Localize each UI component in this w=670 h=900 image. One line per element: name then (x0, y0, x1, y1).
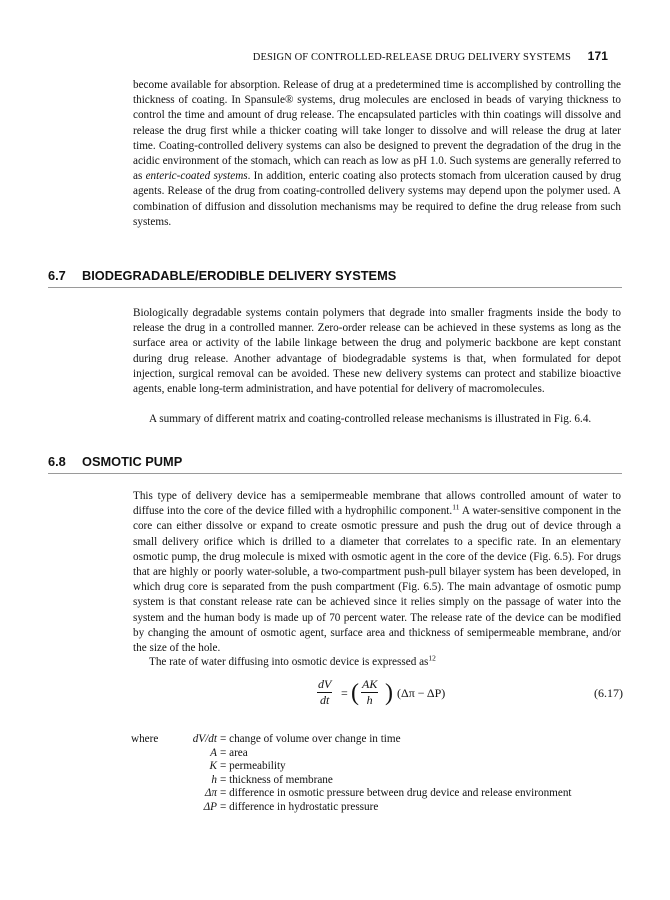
equation-number: (6.17) (594, 686, 623, 700)
equation-ak: AK (362, 677, 378, 691)
equation-right-paren: ) (385, 680, 393, 706)
definition-text: = thickness of membrane (220, 773, 333, 786)
intro-emphasis: enteric-coated systems (145, 170, 248, 183)
definition-symbol: Δπ (204, 787, 217, 800)
page-number: 171 (587, 49, 608, 63)
definition-text: = change of volume over change in time (220, 733, 401, 745)
osmotic-text-b: A water-sensitive component in the core can either dissolve or expand to create osmotic pressure and push the drug out of device through a small delivery orifice which is drilled to a diameter that correlates to a specific rate. In an elementary osmotic pump, the drug molecule is mixed with osmotic agent in the core of the device (Fig. 6.5). For drugs that are highly or poorly water-soluble, a two-compartment push-pull bilayer system has been developed, in which drug core is separated from the push compartment (Fig. 6.5). The main advantage of osmotic pump system is that constant release rate can be achieved since it relies simply on the passage of water into the system and the human body is made up of 70 percent water. The release rate of the device can be modified by changing the amount of osmotic agent, surface area and thickness of semipermeable membrane, and/or the size of the hole. (133, 505, 622, 655)
citation-12: 12 (428, 653, 436, 663)
definition-symbol: K (209, 760, 217, 773)
equation-dv: dV (318, 677, 332, 691)
definition-row (131, 774, 572, 788)
running-title: DESIGN OF CONTROLLED-RELEASE DRUG DELIVERY SYSTEMS (252, 52, 571, 63)
equation-dt: dt (320, 693, 330, 707)
intro-paragraph (133, 78, 621, 230)
definition-symbol: A (210, 746, 217, 759)
equation-left-paren: ( (351, 680, 359, 706)
definition-text: = area (220, 746, 248, 759)
section-6-8-paragraph-2 (133, 655, 621, 670)
section-6-7-paragraph-1: Biologically degradable systems contain polymers that degrade into smaller fragments inside the body to release the drug in a controlled manner. Zero-order release can be achieved in these systems as long as the surface area or activity of the labile linkage between the drug and polymeric backbone are kept constant during drug release. Another advantage of biodegradable systems is that, when formulated for depot injection, surgical removal can be avoided. These new delivery systems can protect and stabilize bioactive agents, enable long-term administration, and have potential for delivery of macromolecules. (133, 307, 621, 396)
intro-text-after: . In addition, enteric coating also protects stomach from ulceration caused by drug agents. Release of the drug from coating-controlled delivery systems may depend upon the polymer used. A combination of diffusion and dissolution mechanisms may be required to define the drug release from such systems. (133, 170, 621, 228)
equation-lhs-fraction (317, 677, 332, 708)
section-6-7-paragraph-2: A summary of different matrix and coating-controlled release mechanisms is illustrated in Fig. 6.4. (149, 413, 592, 425)
definition-symbol: dV/dt (192, 733, 217, 745)
section-6-8-paragraph-1 (133, 489, 621, 656)
equation-6-17 (313, 677, 633, 717)
definition-text: = difference in hydrostatic pressure (220, 800, 379, 813)
definition-row (131, 787, 572, 801)
definition-row (131, 801, 572, 815)
section-heading-6-7 (48, 268, 622, 288)
section-number: 6.7 (48, 268, 66, 283)
variable-definitions (131, 733, 572, 815)
equation-h: h (366, 693, 373, 707)
section-title: BIODEGRADABLE/ERODIBLE DELIVERY SYSTEMS (82, 268, 397, 283)
equation-equals: = (341, 686, 348, 700)
osmotic-text-a: This type of delivery device has a semipermeable membrane that allows controlled amount of water to diffuse into the core of the device filled with a hydrophilic component. (133, 490, 621, 518)
equation-k-fraction (361, 677, 378, 708)
definition-symbol: ΔP (203, 800, 217, 813)
section-heading-6-8 (48, 454, 622, 474)
definition-text: = difference in osmotic pressure between drug device and release environment (220, 787, 572, 800)
intro-text-before: become available for absorption. Release of drug at a predetermined time is accomplished by controlling the thickness of coating. In Spansule® systems, drug molecules are enclosed in beads of varying thickness to control the time and amount of drug release. The encapsulated particles with thin coatings will dissolve and release the drug first while a thicker coating will take longer to dissolve and will release the drug at later time. Coating-controlled delivery systems can also be designed to prevent the degradation of the drug in the acidic environment of the stomach, which can reach as low as pH 1.0. Such systems are generally referred to as (133, 79, 621, 183)
definition-row (131, 733, 572, 747)
definition-row (131, 747, 572, 761)
definition-symbol: h (211, 773, 217, 786)
equation-rest: (Δπ − ΔP) (397, 686, 446, 700)
citation-11: 11 (452, 502, 460, 512)
section-title: OSMOTIC PUMP (82, 454, 183, 469)
definition-row (131, 760, 572, 774)
rate-intro-text: The rate of water diffusing into osmotic device is expressed as (149, 656, 429, 668)
definition-text: = permeability (220, 760, 286, 773)
section-number: 6.8 (48, 454, 66, 469)
running-header (253, 49, 608, 63)
where-label: where (131, 733, 159, 745)
